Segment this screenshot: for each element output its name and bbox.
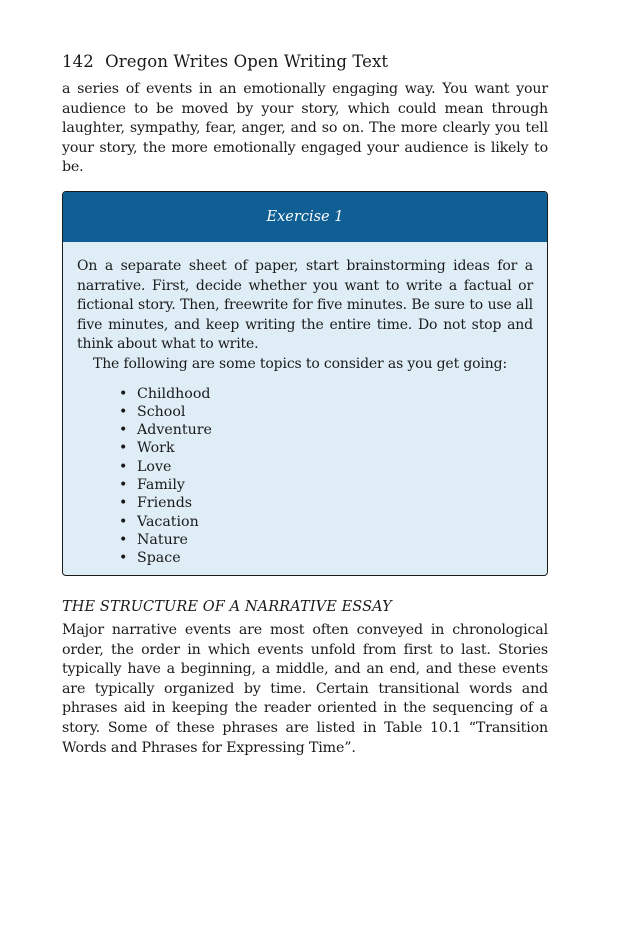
running-header bbox=[62, 52, 548, 72]
topic-list bbox=[77, 385, 533, 568]
list-item: • Work bbox=[77, 439, 533, 457]
section-heading: THE STRUCTURE OF A NARRATIVE ESSAY bbox=[62, 598, 392, 615]
document-page bbox=[62, 0, 548, 758]
exercise-box bbox=[62, 191, 548, 576]
list-item: • Space bbox=[77, 549, 533, 567]
list-item: • School bbox=[77, 403, 533, 421]
list-item: • Vacation bbox=[77, 513, 533, 531]
intro-paragraph: a series of events in an emotionally engaging way. You want your audience to be moved by your story, which could mean through laughter, sympathy, fear, anger, and so on. The more clearly you tell your story, the more emotionally engaged your audience is likely to be. bbox=[62, 81, 548, 176]
list-item: • Love bbox=[77, 458, 533, 476]
list-item: • Friends bbox=[77, 494, 533, 512]
exercise-body bbox=[63, 242, 547, 568]
section-paragraph: Major narrative events are most often conveyed in chronological order, the order in which events unfold from first to last. Stories typically have a beginning, a middle, and an end, and these events are typically organized by time. Certain transitional words and phrases aid in keeping the reader oriented in the sequencing of a story. Some of these phrases are listed in Table 10.1 “Transition Words and Phrases for Expressing Time”. bbox=[62, 621, 548, 756]
list-item: • Family bbox=[77, 476, 533, 494]
exercise-instructions: On a separate sheet of paper, start brainstorming ideas for a narrative. First, decide whether you want to write a factual or fictional story. Then, freewrite for five minutes. Be sure to use all five minutes, and keep writing the entire time. Do not stop and think about what to write. bbox=[77, 257, 533, 353]
exercise-header bbox=[63, 192, 547, 242]
exercise-lead-in: The following are some topics to consider as you get going: bbox=[93, 355, 508, 372]
page-number: 142 bbox=[62, 52, 94, 71]
book-title: Oregon Writes Open Writing Text bbox=[105, 52, 389, 71]
list-item: • Nature bbox=[77, 531, 533, 549]
list-item: • Adventure bbox=[77, 421, 533, 439]
exercise-title: Exercise 1 bbox=[266, 208, 344, 225]
list-item: • Childhood bbox=[77, 385, 533, 403]
